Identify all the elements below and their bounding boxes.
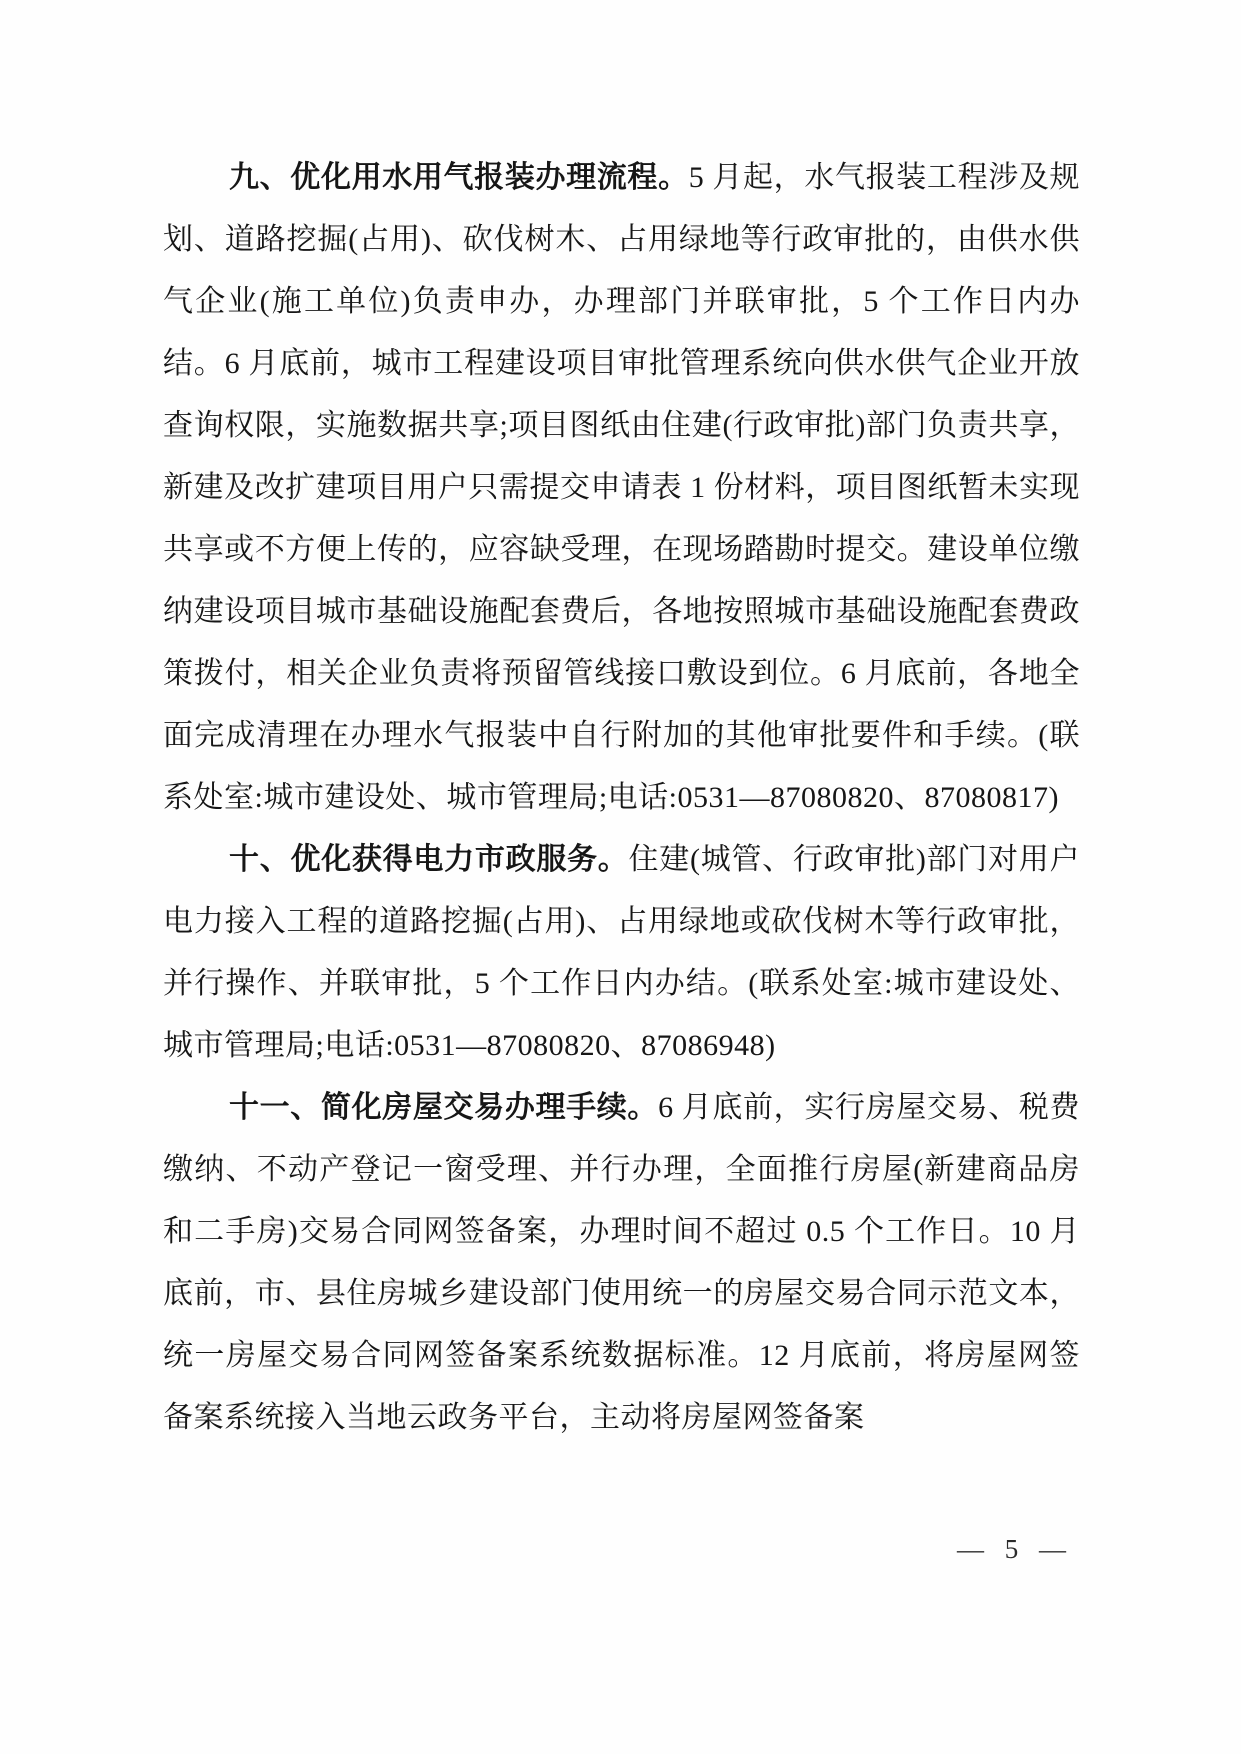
paragraph-section-9-heading: 九、优化用水用气报装办理流程。: [229, 160, 689, 195]
paragraph-section-10-body: 住建(城管、行政审批)部门对用户电力接入工程的道路挖掘(占用)、占用绿地或砍伐树木等行政审批，并行操作、并联审批，5 个工作日内办结。(联系处室:城市建设处、城市管理局;电话:0531—87080820、87086948): [163, 843, 1081, 1062]
paragraph-section-11-body: 6 月底前，实行房屋交易、税费缴纳、不动产登记一窗受理、并行办理，全面推行房屋(新建商品房和二手房)交易合同网签备案，办理时间不超过 0.5 个工作日。10 月底前，市、县住房城乡建设部门使用统一的房屋交易合同示范文本，统一房屋交易合同网签备案系统数据标准。12 月底前，将房屋网签备案系统接入当地云政务平台，主动将房屋网签备案: [163, 1091, 1081, 1434]
paragraph-section-11: [163, 1077, 1080, 1449]
paragraph-section-10: [163, 829, 1080, 1077]
paragraph-section-9: [163, 147, 1080, 829]
paragraph-section-10-heading: 十、优化获得电力市政服务。: [229, 842, 629, 877]
document-text-block: [163, 147, 1080, 1449]
paragraph-section-11-heading: 十一、简化房屋交易办理手续。: [229, 1090, 659, 1125]
page-number: — 5 —: [957, 1534, 1073, 1564]
paragraph-section-9-body: 5 月起，水气报装工程涉及规划、道路挖掘(占用)、砍伐树木、占用绿地等行政审批的，由供水供气企业(施工单位)负责申办，办理部门并联审批，5 个工作日内办结。6 月底前，城市工程建设项目审批管理系统向供水供气企业开放查询权限，实施数据共享;项目图纸由住建(行政审批)部门负责共享，新建及改扩建项目用户只需提交申请表 1 份材料，项目图纸暂未实现共享或不方便上传的，应容缺受理，在现场踏勘时提交。建设单位缴纳建设项目城市基础设施配套费后，各地按照城市基础设施配套费政策拨付，相关企业负责将预留管线接口敷设到位。6 月底前，各地全面完成清理在办理水气报装中自行附加的其他审批要件和手续。(联系处室:城市建设处、城市管理局;电话:0531—87080820、87080817): [163, 161, 1081, 814]
